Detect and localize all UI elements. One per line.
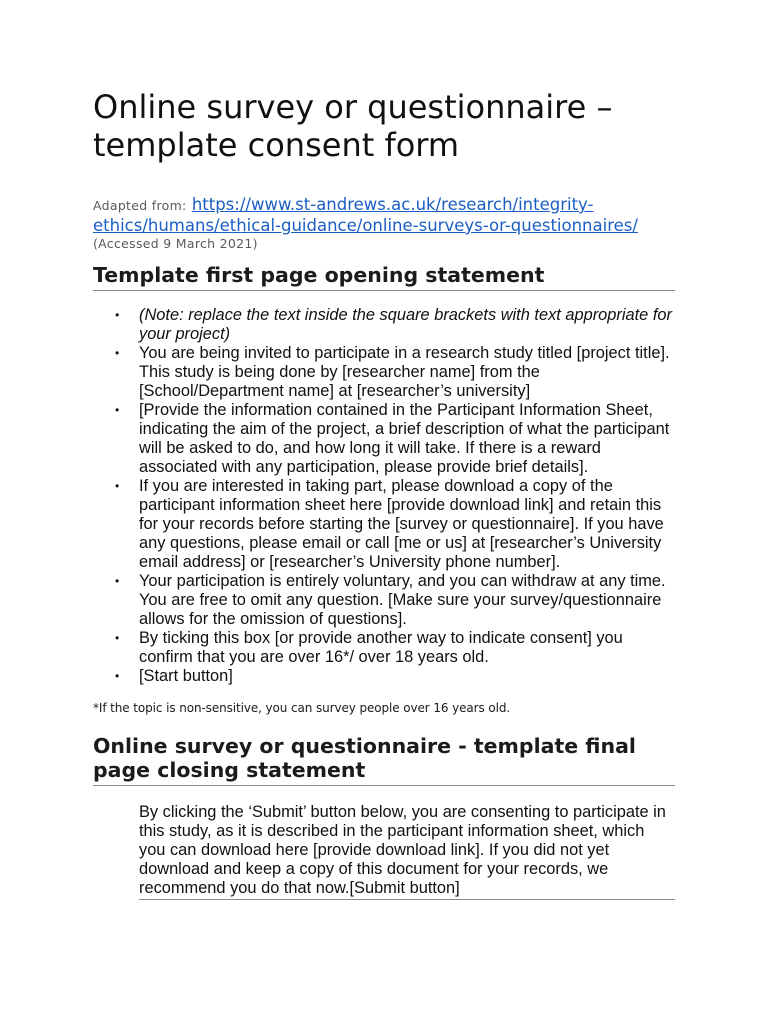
list-item: [93, 629, 675, 667]
opening-statement-list: [93, 306, 675, 686]
bullet-icon: •: [115, 346, 120, 360]
adapted-from-label: Adapted from:: [93, 198, 187, 213]
list-item-text: You are being invited to participate in a research study titled [project title]. This study is being done by [researcher name] from the [School/Department name] at [researcher’s university]: [139, 344, 670, 400]
source-citation: [93, 195, 675, 236]
page-title: Online survey or questionnaire – template consent form: [93, 88, 613, 164]
section-heading-opening: Template first page opening statement: [93, 263, 675, 291]
list-item: [93, 477, 675, 572]
source-link[interactable]: https://www.st-andrews.ac.uk/research/integrity-ethics/humans/ethical-guidance/online-surveys-or-questionnaires/: [93, 195, 638, 235]
list-item: [93, 401, 675, 477]
document-page: [93, 88, 675, 900]
bullet-icon: •: [115, 479, 120, 493]
list-item-text: [Start button]: [139, 667, 233, 685]
list-item-text: [Provide the information contained in the Participant Information Sheet, indicating the aim of the project, a brief description of what the participant will be asked to do, and how long it will take. If there is a reward associated with any participation, please provide brief details].: [139, 401, 670, 476]
bullet-icon: •: [115, 669, 120, 683]
list-item-text: By ticking this box [or provide another way to indicate consent] you confirm that you are over 16*/ over 18 years old.: [139, 629, 623, 666]
bullet-icon: •: [115, 403, 120, 417]
section-heading-closing: Online survey or questionnaire - template final page closing statement: [93, 734, 675, 786]
list-item: [93, 344, 675, 401]
list-item: [93, 572, 675, 629]
accessed-date: (Accessed 9 March 2021): [93, 236, 258, 251]
footnote: *If the topic is non-sensitive, you can survey people over 16 years old.: [93, 701, 511, 715]
bullet-icon: •: [115, 631, 120, 645]
list-item-text: Your participation is entirely voluntary, and you can withdraw at any time. You are free to omit any question. [Make sure your survey/questionnaire allows for the omission of questions].: [139, 572, 666, 628]
list-item: [93, 667, 675, 686]
bullet-icon: •: [115, 574, 120, 588]
list-item-text: (Note: replace the text inside the square brackets with text appropriate for your project): [139, 306, 672, 343]
list-item: [93, 306, 675, 344]
list-item-text: If you are interested in taking part, please download a copy of the participant information sheet here [provide download link] and retain this for your records before starting the [survey or questionnaire]. If you have any questions, please email or call [me or us] at [researcher’s University email address] or [researcher’s University phone number].: [139, 477, 664, 571]
bullet-icon: •: [115, 308, 120, 322]
closing-statement: By clicking the ‘Submit’ button below, you are consenting to participate in this study, as it is described in the participant information sheet, which you can download here [provide download link]. If you did not yet download and keep a copy of this document for your records, we recommend you do that now.[Submit button]: [139, 803, 675, 900]
